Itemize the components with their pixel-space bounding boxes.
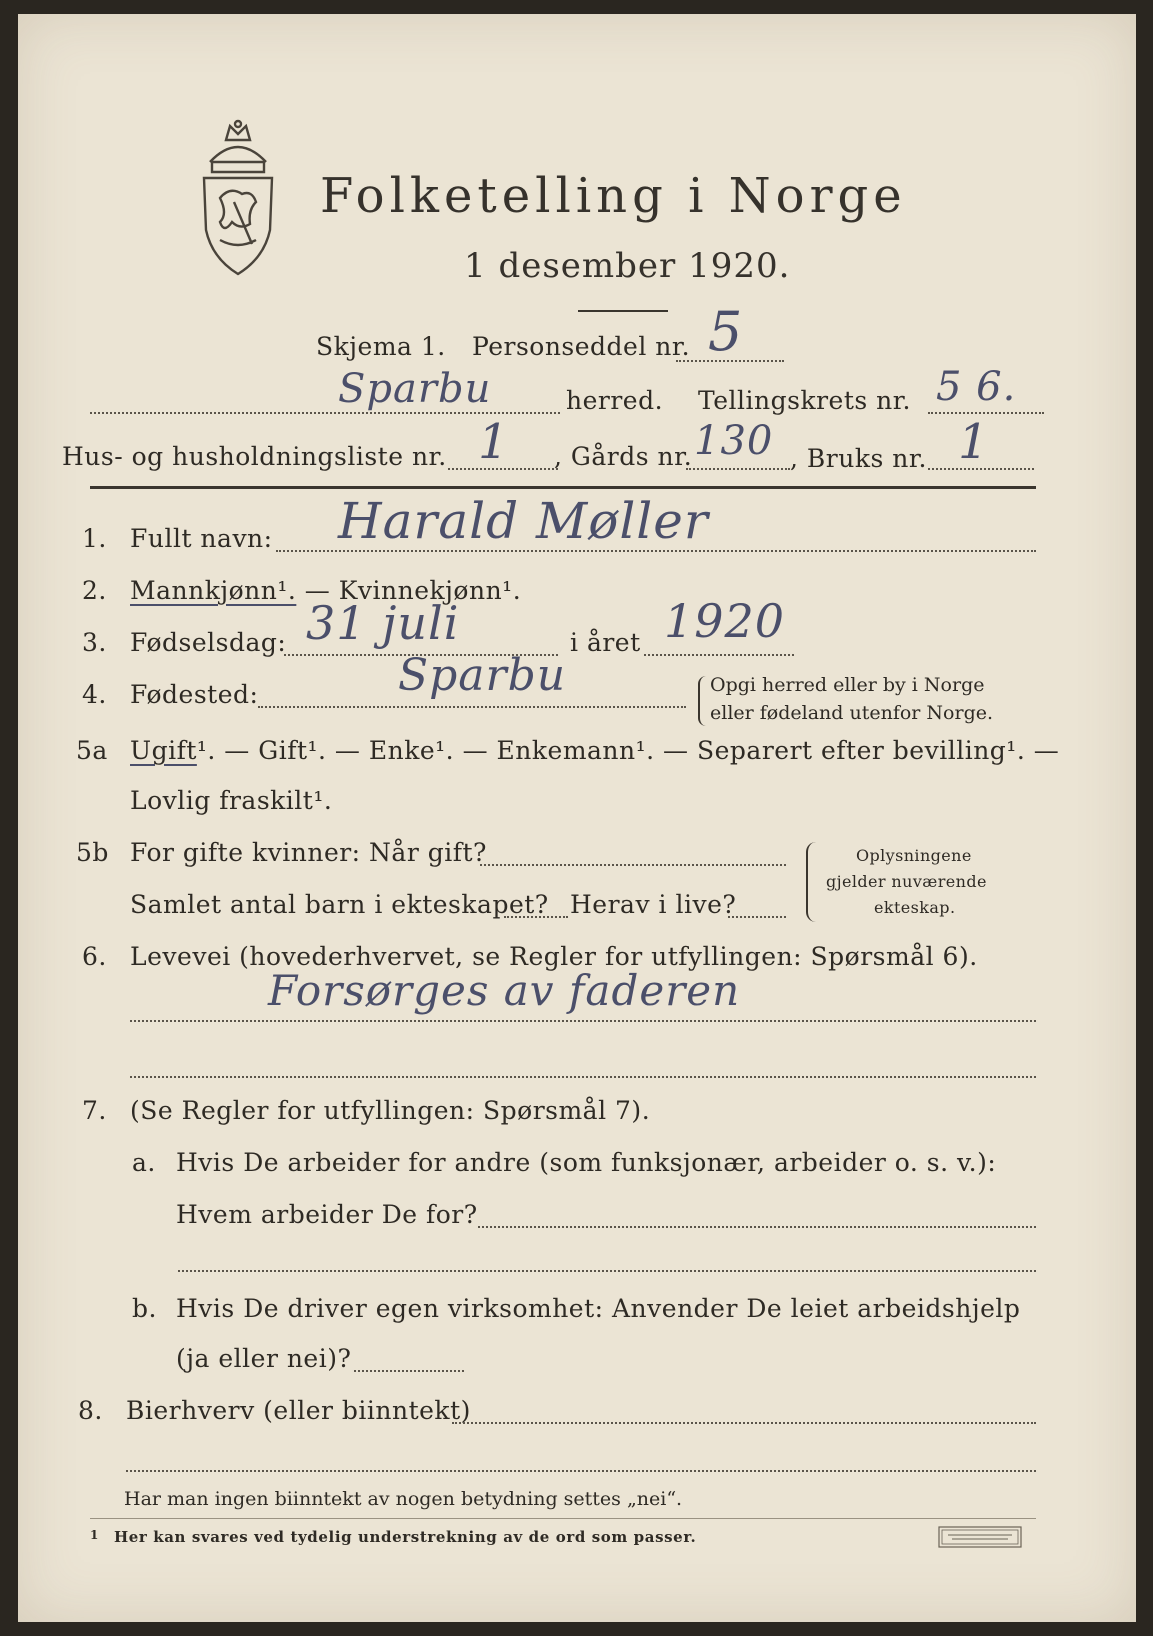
footnote-text: Her kan svares ved tydelig understrekning av de ord som passer. xyxy=(114,1528,697,1546)
q7-label: (Se Regler for utfyllingen: Spørsmål 7). xyxy=(130,1096,651,1125)
q5a-marital-options xyxy=(130,736,1059,765)
q6-field-line-1 xyxy=(130,1020,1036,1022)
title-divider xyxy=(578,310,668,312)
gards-value[interactable]: 130 xyxy=(694,418,774,464)
q6-number: 6. xyxy=(82,942,107,971)
q5b-when-married-field-line xyxy=(480,864,786,866)
hus-label: Hus- og husholdningsliste nr. xyxy=(62,442,447,471)
q3-birthday-value[interactable]: 31 juli xyxy=(306,596,460,650)
coat-of-arms-icon xyxy=(190,118,286,278)
bruks-label: , Bruks nr. xyxy=(790,444,927,473)
personseddel-label: Personseddel nr. xyxy=(472,332,691,361)
q5b-when-married-label: For gifte kvinner: Når gift? xyxy=(130,838,487,867)
q5b-note-brace xyxy=(806,842,816,922)
q3-year-label: i året xyxy=(570,628,641,657)
q1-full-name-value[interactable]: Harald Møller xyxy=(338,492,709,550)
tellingskrets-value[interactable]: 5 6. xyxy=(936,364,1017,410)
q4-number: 4. xyxy=(82,680,107,709)
personseddel-value[interactable]: 5 xyxy=(708,300,744,363)
q8-number: 8. xyxy=(78,1396,103,1425)
hus-value[interactable]: 1 xyxy=(478,414,510,470)
q5b-number: 5b xyxy=(76,838,109,867)
q8-field-line-1 xyxy=(452,1422,1036,1424)
q8-note: Har man ingen biinntekt av nogen betydning settes „nei“. xyxy=(124,1488,683,1510)
q4-birthplace-field-line xyxy=(258,706,686,708)
bruks-value[interactable]: 1 xyxy=(958,414,990,470)
q2-separator: — xyxy=(296,576,339,605)
header-separator xyxy=(90,486,1036,489)
q7a-field-line-2 xyxy=(178,1270,1036,1272)
q3-year-field-line xyxy=(644,654,794,656)
q7b-letter: b. xyxy=(132,1294,157,1323)
q5b-children-field-line xyxy=(504,916,568,918)
footer-separator xyxy=(90,1518,1036,1519)
q8-label: Bierhverv (eller biinntekt) xyxy=(126,1396,471,1425)
q7a-label-line1: Hvis De arbeider for andre (som funksjonær, arbeider o. s. v.): xyxy=(176,1148,997,1177)
q8-field-line-2 xyxy=(126,1470,1036,1472)
q7a-label-line2: Hvem arbeider De for? xyxy=(176,1200,478,1229)
q7b-label-line1: Hvis De driver egen virksomhet: Anvender De leiet arbeidshjelp xyxy=(176,1294,1021,1323)
q6-label: Levevei (hovederhvervet, se Regler for utfyllingen: Spørsmål 6). xyxy=(130,942,978,971)
q6-occupation-value[interactable]: Forsørges av faderen xyxy=(268,966,741,1015)
q4-label: Fødested: xyxy=(130,680,259,709)
footnote-number: 1 xyxy=(90,1528,99,1542)
q5a-unmarried-option[interactable]: Ugift xyxy=(130,736,197,765)
q5a-other-options[interactable]: ¹. — Gift¹. — Enke¹. — Enkemann¹. — Separert efter bevilling¹. — xyxy=(196,736,1060,765)
form-date: 1 desember 1920. xyxy=(464,246,791,286)
schema-label: Skjema 1. xyxy=(316,332,446,361)
q4-note-line2: eller fødeland utenfor Norge. xyxy=(710,702,994,724)
herred-label: herred. xyxy=(566,386,664,415)
q4-note-line1: Opgi herred eller by i Norge xyxy=(710,674,985,696)
q3-number: 3. xyxy=(82,628,107,657)
tellingskrets-label: Tellingskrets nr. xyxy=(698,386,911,415)
q1-label: Fullt navn: xyxy=(130,524,273,553)
q2-number: 2. xyxy=(82,576,107,605)
census-form xyxy=(18,14,1136,1622)
q2-female-option[interactable]: Kvinnekjønn¹. xyxy=(338,576,522,605)
q5a-divorced-option[interactable]: Lovlig fraskilt¹. xyxy=(130,786,333,815)
q5a-number: 5a xyxy=(76,736,108,765)
q7-number: 7. xyxy=(82,1096,107,1125)
q3-label: Fødselsdag: xyxy=(130,628,287,657)
q4-birthplace-value[interactable]: Sparbu xyxy=(398,650,567,701)
gards-field-line xyxy=(686,468,790,470)
herred-value[interactable]: Sparbu xyxy=(338,366,492,412)
q7a-letter: a. xyxy=(132,1148,156,1177)
q5b-note-line1: Oplysningene xyxy=(856,846,972,865)
q5b-note-line2: gjelder nuværende xyxy=(826,872,987,891)
q5b-note-line3: ekteskap. xyxy=(874,898,956,917)
q3-year-value[interactable]: 1920 xyxy=(664,594,786,648)
q5b-alive-field-line xyxy=(728,916,786,918)
q2-male-option[interactable]: Mannkjønn¹. xyxy=(130,576,297,605)
q7b-label-line2: (ja eller nei)? xyxy=(176,1344,352,1373)
q7b-field-line xyxy=(354,1370,464,1372)
form-title: Folketelling i Norge xyxy=(320,168,907,224)
gards-label: , Gårds nr. xyxy=(554,442,693,471)
q6-field-line-2 xyxy=(130,1076,1036,1078)
q4-note-brace xyxy=(698,676,706,726)
q1-field-line xyxy=(276,550,1036,552)
q1-number: 1. xyxy=(82,524,107,553)
q5b-alive-label: Herav i live? xyxy=(570,890,737,919)
q7a-field-line-1 xyxy=(478,1226,1036,1228)
printer-stamp-icon xyxy=(938,1526,1022,1548)
q5b-children-label: Samlet antal barn i ekteskapet? xyxy=(130,890,549,919)
